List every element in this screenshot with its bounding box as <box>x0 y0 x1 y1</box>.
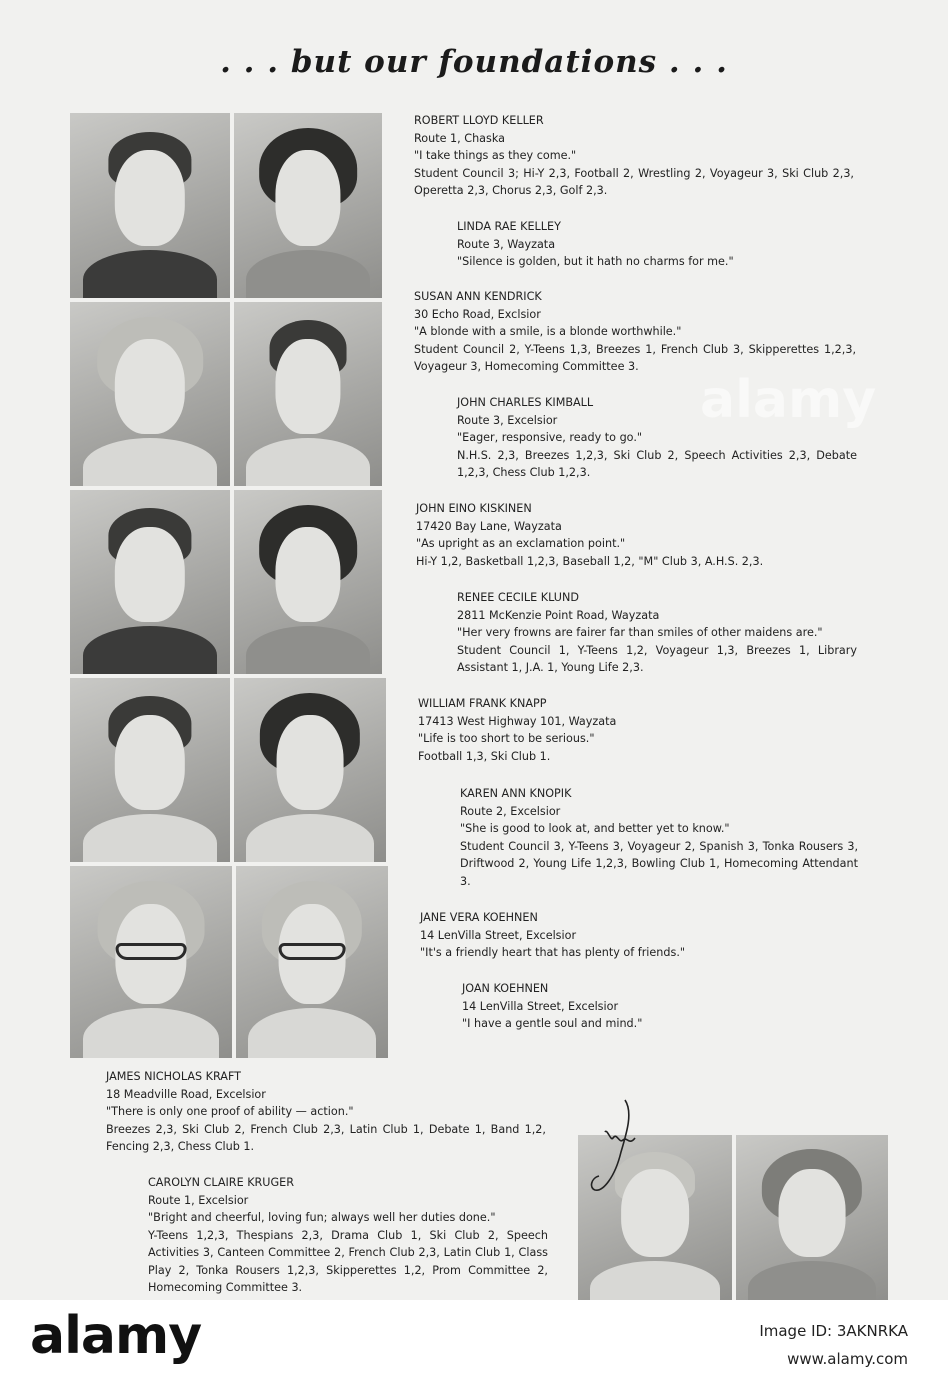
portrait-carolyn-kruger <box>736 1135 888 1300</box>
entry-karen-knopik <box>460 785 858 890</box>
image-id: Image ID: 3AKNRKA <box>759 1322 908 1340</box>
student-quote: "Bright and cheerful, loving fun; always well her duties done." <box>148 1211 496 1224</box>
student-activities: N.H.S. 2,3, Breezes 1,2,3, Ski Club 2, Speech Activities 2,3, Debate 1,2,3, Chess Club 1,2,3. <box>457 448 857 479</box>
entry-william-knapp <box>418 695 858 765</box>
student-name: JOHN EINO KISKINEN <box>416 502 532 515</box>
entry-susan-kendrick <box>414 288 856 376</box>
entry-robert-keller <box>414 112 854 200</box>
student-address: Route 1, Excelsior <box>148 1193 249 1207</box>
student-activities: Y-Teens 1,2,3, Thespians 2,3, Drama Club 1, Ski Club 2, Speech Activities 3, Canteen Committee 2, French Club 2,3, Latin Club 1, Class Play 2, Tonka Rousers 1,2,3, Skipperettes 1,2, Prom Committee 2, Homecoming Committee 3. <box>148 1228 548 1294</box>
student-address: 18 Meadville Road, Excelsior <box>106 1087 266 1101</box>
student-address: Route 2, Excelsior <box>460 804 561 818</box>
student-name: RENEE CECILE KLUND <box>457 591 579 604</box>
site-url: www.alamy.com <box>787 1350 908 1368</box>
student-quote: "Silence is golden, but it hath no charms for me." <box>457 255 734 268</box>
portrait-jane-koehnen <box>70 866 232 1058</box>
entry-john-kimball <box>457 394 857 482</box>
student-quote: "She is good to look at, and better yet to know." <box>460 822 730 835</box>
student-name: CAROLYN CLAIRE KRUGER <box>148 1176 295 1189</box>
portrait-william-knapp <box>70 678 230 862</box>
student-address: Route 3, Wayzata <box>457 237 556 251</box>
student-quote: "It's a friendly heart that has plenty of friends." <box>420 946 686 959</box>
portrait-robert-keller <box>70 113 230 298</box>
stock-banner <box>0 1300 948 1390</box>
student-name: LINDA RAE KELLEY <box>457 220 561 233</box>
portrait-john-kimball <box>234 302 382 486</box>
student-quote: "A blonde with a smile, is a blonde worthwhile." <box>414 325 682 338</box>
student-address: 14 LenVilla Street, Excelsior <box>420 928 577 942</box>
student-activities: Student Council 3; Hi-Y 2,3, Football 2, Wrestling 2, Voyageur 3, Ski Club 2,3, Operetta 2,3, Chorus 2,3, Golf 2,3. <box>414 166 854 197</box>
student-name: JOAN KOEHNEN <box>462 982 549 995</box>
student-quote: "There is only one proof of ability — action." <box>106 1105 354 1118</box>
portrait-renee-klund <box>234 490 382 674</box>
student-quote: "Her very frowns are fairer far than smiles of other maidens are." <box>457 626 823 639</box>
student-name: JAMES NICHOLAS KRAFT <box>106 1070 242 1083</box>
watermark: alamy <box>700 370 877 430</box>
entry-carolyn-kruger <box>148 1174 548 1297</box>
portrait-karen-knopik <box>234 678 386 862</box>
student-address: 17413 West Highway 101, Wayzata <box>418 714 617 728</box>
student-name: JANE VERA KOEHNEN <box>420 911 538 924</box>
entry-john-kiskinen <box>416 500 856 570</box>
student-address: Route 1, Chaska <box>414 131 505 145</box>
student-name: ROBERT LLOYD KELLER <box>414 114 544 127</box>
portrait-john-kiskinen <box>70 490 230 674</box>
student-address: 17420 Bay Lane, Wayzata <box>416 519 562 533</box>
alamy-logo: alamy <box>30 1306 202 1366</box>
student-name: WILLIAM FRANK KNAPP <box>418 697 547 710</box>
student-quote: "I take things as they come." <box>414 149 577 162</box>
entry-renee-klund <box>457 589 857 677</box>
student-address: 30 Echo Road, Exclsior <box>414 307 541 321</box>
student-address: Route 3, Excelsior <box>457 413 558 427</box>
student-activities: Football 1,3, Ski Club 1. <box>418 749 551 763</box>
student-activities: Student Council 1, Y-Teens 1,2, Voyageur 1,3, Breezes 1, Library Assistant 1, J.A. 1, Young Life 2,3. <box>457 643 857 674</box>
signature <box>585 1092 655 1202</box>
student-address: 14 LenVilla Street, Excelsior <box>462 999 619 1013</box>
student-quote: "Eager, responsive, ready to go." <box>457 431 643 444</box>
student-address: 2811 McKenzie Point Road, Wayzata <box>457 608 660 622</box>
student-name: SUSAN ANN KENDRICK <box>414 290 542 303</box>
portrait-linda-kelley <box>234 113 382 298</box>
entry-linda-kelley <box>457 218 857 271</box>
page-heading: . . . but our foundations . . . <box>220 44 728 80</box>
student-quote: "As upright as an exclamation point." <box>416 537 626 550</box>
student-activities: Breezes 2,3, Ski Club 2, French Club 2,3, Latin Club 1, Debate 1, Band 1,2, Fencing 2,3, Chess Club 1. <box>106 1122 546 1153</box>
entry-jane-koehnen <box>420 909 820 962</box>
entry-joan-koehnen <box>462 980 842 1033</box>
student-activities: Student Council 3, Y-Teens 3, Voyageur 2, Spanish 3, Tonka Rousers 3, Driftwood 2, Young Life 1,2,3, Bowling Club 1, Homecoming Attendant 3. <box>460 839 858 888</box>
student-quote: "Life is too short to be serious." <box>418 732 595 745</box>
entry-james-kraft <box>106 1068 546 1156</box>
portrait-susan-kendrick <box>70 302 230 486</box>
student-name: JOHN CHARLES KIMBALL <box>457 396 594 409</box>
student-quote: "I have a gentle soul and mind." <box>462 1017 643 1030</box>
portrait-joan-koehnen <box>236 866 388 1058</box>
student-activities: Student Council 2, Y-Teens 1,3, Breezes 1, French Club 3, Skipperettes 1,2,3, Voyageur 3, Homecoming Committee 3. <box>414 342 856 373</box>
student-name: KAREN ANN KNOPIK <box>460 787 572 800</box>
student-activities: Hi-Y 1,2, Basketball 1,2,3, Baseball 1,2, "M" Club 3, A.H.S. 2,3. <box>416 554 764 568</box>
